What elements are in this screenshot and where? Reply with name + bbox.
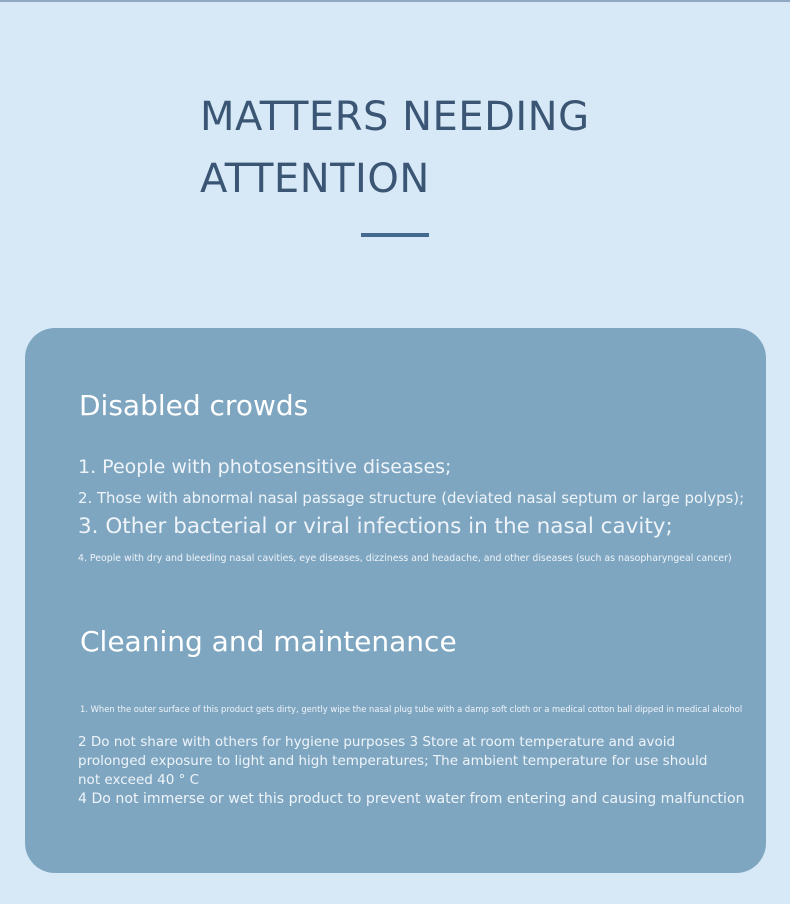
top-border: [0, 0, 790, 2]
disabled-item-4: 4. People with dry and bleeding nasal cavities, eye diseases, dizziness and headache, and other diseases (such as nasopharyngeal cancer): [78, 553, 732, 564]
section-heading-disabled-crowds: Disabled crowds: [79, 389, 309, 422]
page-title: MATTERS NEEDING ATTENTION: [200, 94, 590, 202]
title-underline: [361, 233, 429, 237]
cleaning-item-4: 4 Do not immerse or wet this product to prevent water from entering and causing malfunction: [78, 791, 745, 807]
cleaning-item-2-3: 2 Do not share with others for hygiene purposes 3 Store at room temperature and avoid prolonged exposure to light and high temperatures; The ambient temperature for use should not exceed 40 ° C: [78, 734, 708, 788]
disabled-item-1: 1. People with photosensitive diseases;: [78, 456, 452, 478]
disabled-item-3: 3. Other bacterial or viral infections in the nasal cavity;: [78, 514, 673, 539]
section-heading-cleaning-maintenance: Cleaning and maintenance: [80, 625, 457, 658]
disabled-item-2: 2. Those with abnormal nasal passage structure (deviated nasal septum or large polyps);: [78, 489, 745, 507]
cleaning-item-1: 1. When the outer surface of this product gets dirty, gently wipe the nasal plug tube with a damp soft cloth or a medical cotton ball dipped in medical alcohol: [80, 704, 743, 714]
info-card: [25, 328, 766, 873]
